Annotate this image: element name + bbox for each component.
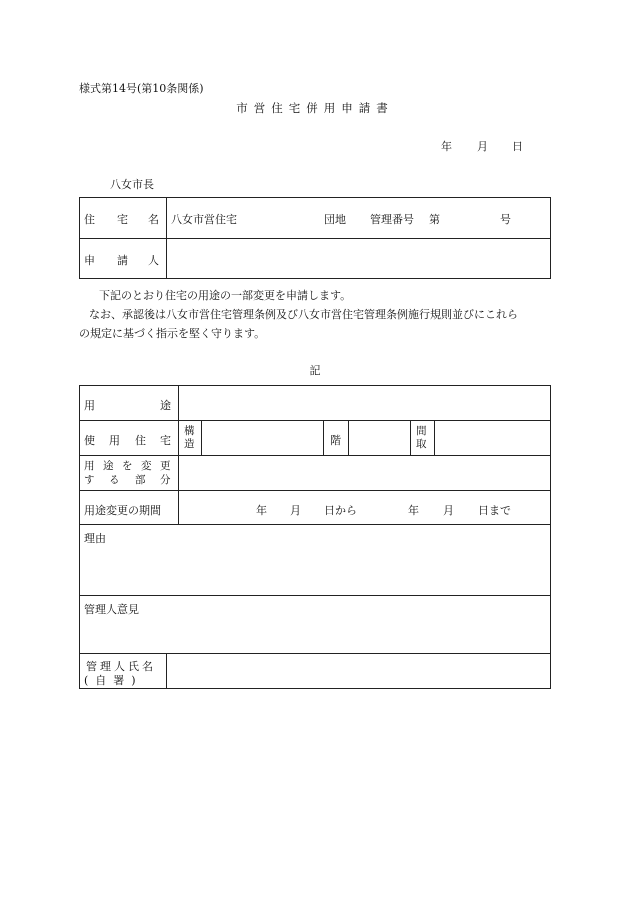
changed-part-char: 部 (135, 474, 146, 486)
period-from-year: 年 (256, 504, 267, 517)
manager-opinion-field[interactable] (81, 616, 548, 651)
addressee: 八女市長 (110, 178, 154, 191)
applicant-label-2: 請 (117, 254, 128, 267)
housing-used-label-3: 住 (135, 434, 146, 447)
housing-name-label-2: 宅 (117, 213, 128, 226)
changed-part-char: る (109, 474, 120, 486)
floor-label: 階 (330, 434, 341, 447)
danchi-label: 団地 (324, 213, 346, 226)
reason-field[interactable] (81, 545, 548, 593)
structure-label-2: 造 (184, 438, 195, 450)
structure-label-1: 構 (184, 425, 195, 437)
manager-name-label: 管理人氏名 (86, 660, 156, 673)
gou-label: 号 (500, 213, 511, 226)
layout-field[interactable] (436, 422, 548, 453)
manager-opinion-label: 管理人意見 (84, 603, 139, 616)
period-to-year: 年 (408, 504, 419, 517)
pledge-line-1: なお、承認後は八女市営住宅管理条例及び八女市営住宅管理条例施行規則並びにこれら (89, 308, 518, 321)
pledge-line-2: の規定に基づく指示を堅く守ります。 (79, 327, 266, 340)
usage-label-1: 用 (84, 399, 95, 412)
changed-part-char: 変 (141, 460, 152, 472)
layout-label-2: 取 (416, 438, 427, 450)
period-to-day: 日まで (478, 504, 511, 517)
period-to-month: 月 (443, 504, 454, 517)
date-day-label: 日 (512, 140, 523, 153)
usage-field[interactable] (180, 387, 548, 418)
floor-field[interactable] (350, 422, 408, 453)
applicant-field[interactable] (168, 240, 548, 276)
management-number-label: 管理番号 (370, 213, 414, 226)
housing-name-value: 八女市営住宅 (171, 213, 237, 226)
changed-part-char: 用 (84, 460, 95, 472)
layout-label-1: 間 (416, 425, 427, 437)
changed-part-field[interactable] (180, 457, 548, 488)
manager-name-field[interactable] (168, 655, 548, 687)
housing-used-label-1: 使 (84, 434, 95, 447)
date-year-label: 年 (441, 140, 452, 153)
dai-label: 第 (429, 213, 440, 226)
changed-part-char: 分 (160, 474, 171, 486)
period-from-month: 月 (290, 504, 301, 517)
date-month-label: 月 (477, 140, 488, 153)
housing-used-label-4: 宅 (160, 434, 171, 447)
applicant-label-1: 申 (84, 254, 95, 267)
ki-heading: 記 (309, 364, 321, 377)
usage-label-2: 途 (160, 399, 171, 412)
request-statement: 下記のとおり住宅の用途の一部変更を申請します。 (99, 289, 352, 302)
housing-name-label-3: 名 (148, 213, 159, 226)
applicant-label-3: 人 (148, 254, 159, 267)
housing-used-label-2: 用 (109, 434, 120, 447)
reason-label: 理由 (84, 532, 106, 545)
changed-part-char: を (122, 460, 133, 472)
changed-part-char: す (84, 474, 95, 486)
form-number: 様式第14号(第10条関係) (79, 82, 204, 95)
housing-name-label-1: 住 (84, 213, 95, 226)
structure-field[interactable] (203, 422, 321, 453)
change-period-label: 用途変更の期間 (84, 504, 161, 517)
period-from-day: 日から (324, 504, 357, 517)
page-title: 市営住宅併用申請書 (236, 101, 394, 115)
changed-part-char: 更 (160, 460, 171, 472)
changed-part-char: 途 (103, 460, 114, 472)
self-signature-note: (自署) (84, 674, 143, 687)
